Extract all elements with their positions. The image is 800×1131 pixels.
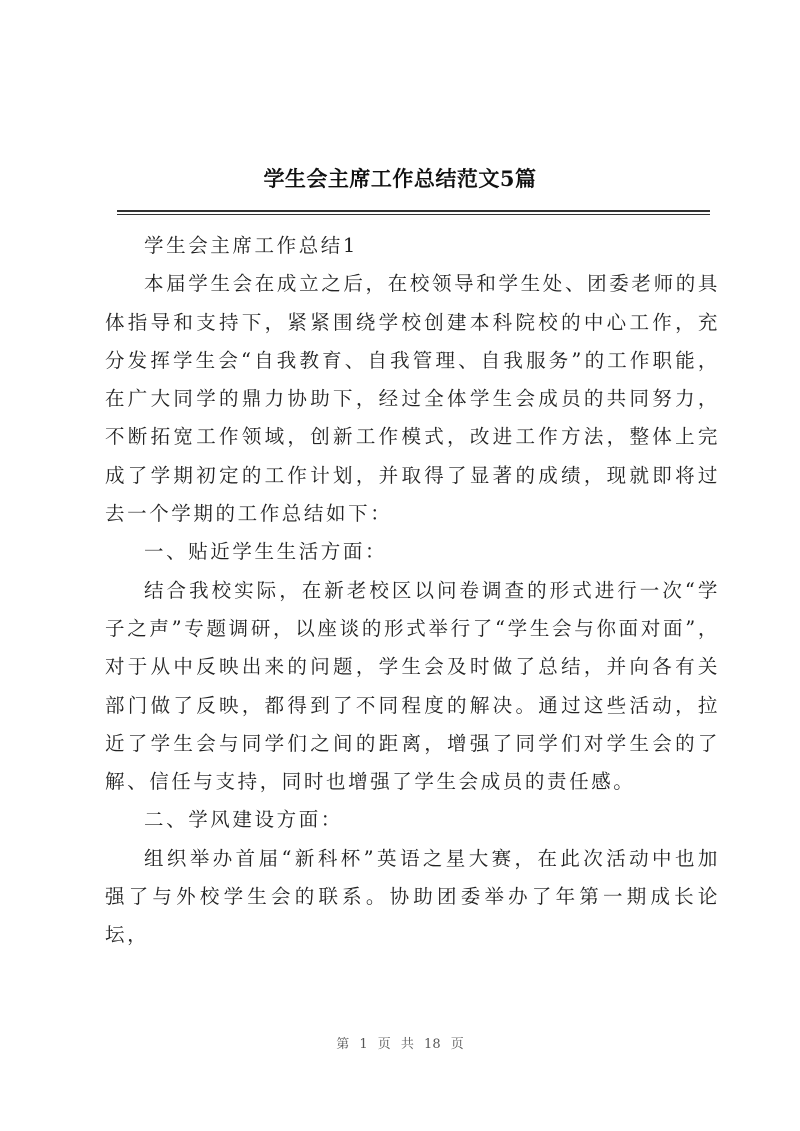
body-paragraph: 结合我校实际，在新老校区以问卷调查的形式进行一次“学子之声”专题调研，以座谈的形式举行了“学生会与你面对面”，对于从中反映出来的问题，学生会及时做了总结，并向各有关部门做了反映，都得到了不同程度的解决。通过这些活动，拉近了学生会与同学们之间的距离，增强了同学们对学生会的了解、信任与支持，同时也增强了学生会成员的责任感。: [105, 578, 720, 794]
section-heading: 学生会主席工作总结1: [144, 234, 358, 257]
title-rule-thin: [117, 214, 710, 215]
body-paragraph: 组织举办首届“新科杯”英语之星大赛，在此次活动中也加强了与外校学生会的联系。协助团委举办了年第一期成长论坛，: [105, 846, 720, 947]
body-paragraph: 本届学生会在成立之后，在校领导和学生处、团委老师的具体指导和支持下，紧紧围绕学校创建本科院校的中心工作，充分发挥学生会“自我教育、自我管理、自我服务”的工作职能，在广大同学的鼎力协助下，经过全体学生会成员的共同努力，不断拓宽工作领域，创新工作模式，改进工作方法，整体上完成了学期初定的工作计划，并取得了显著的成绩，现就即将过去一个学期的工作总结如下：: [105, 272, 720, 526]
document-title: 学生会主席工作总结范文5篇: [263, 166, 537, 191]
page-footer: 第 1 页 共 18 页: [336, 1037, 464, 1052]
section-heading: 二、学风建设方面：: [144, 808, 343, 832]
section-heading: 一、贴近学生生活方面：: [144, 540, 388, 564]
document-body: [105, 227, 720, 955]
title-rule-thick: [117, 210, 710, 212]
